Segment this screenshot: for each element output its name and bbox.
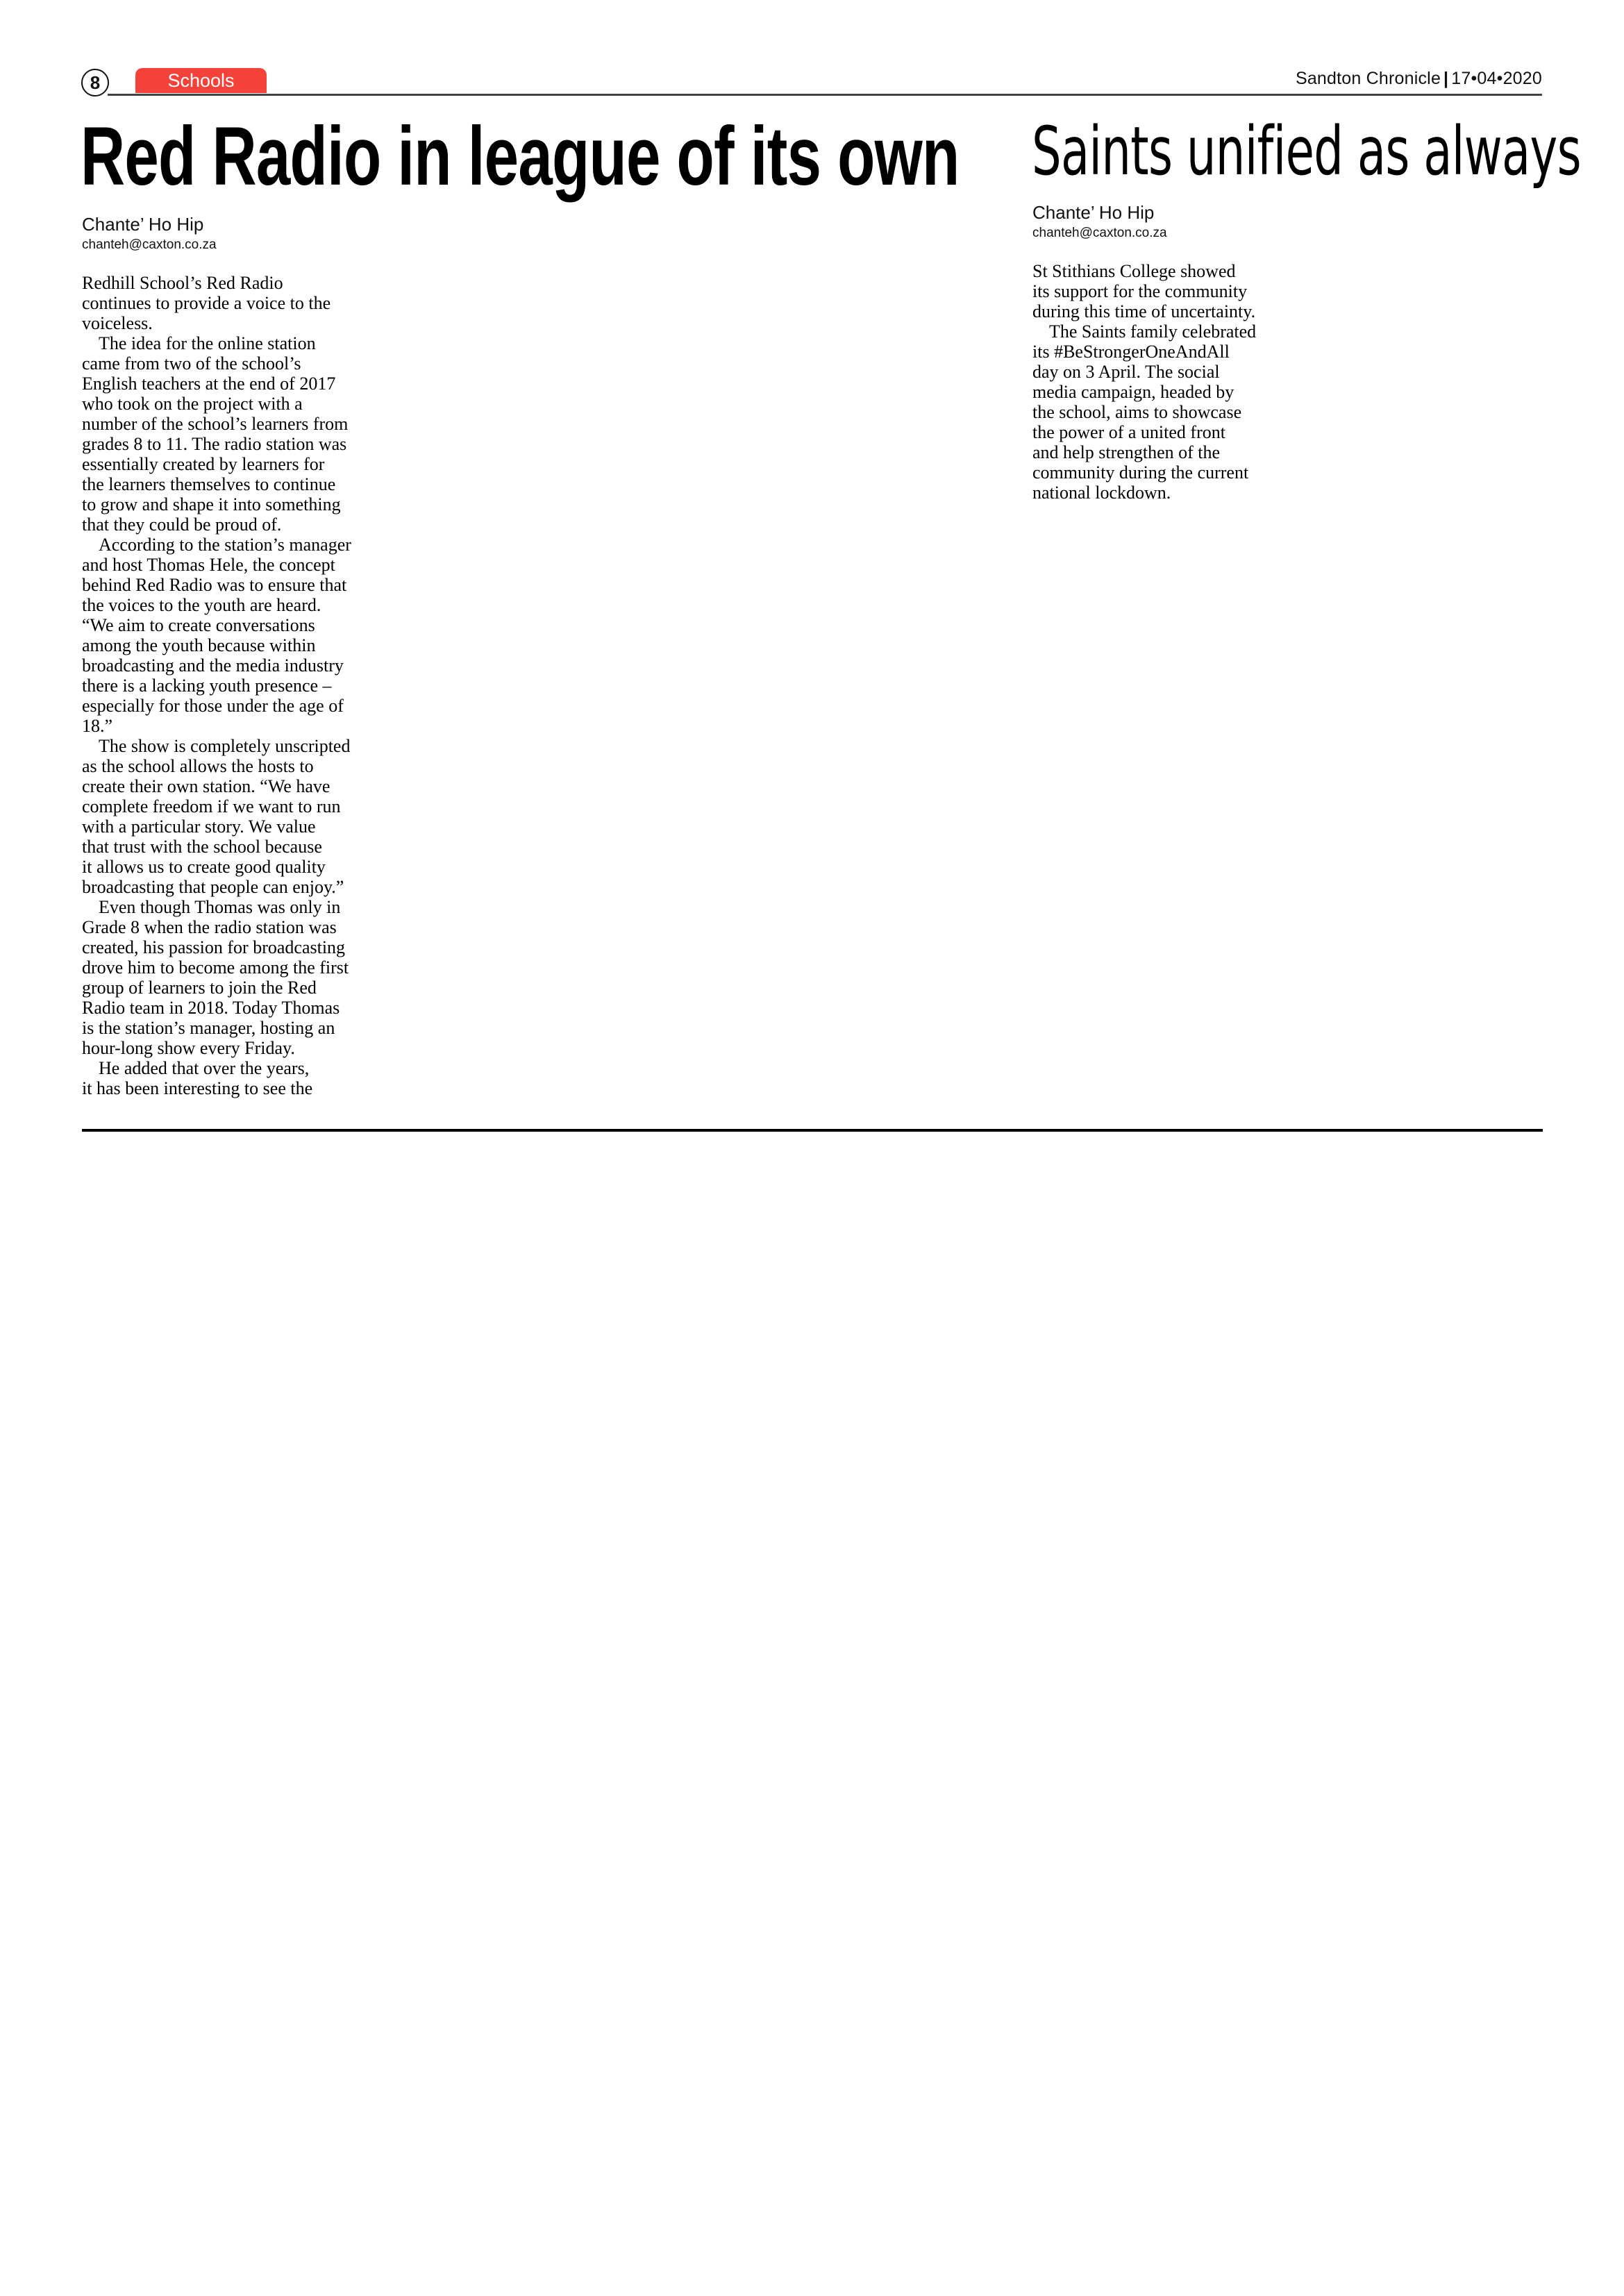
text-line: The show is completely unscripted (99, 736, 351, 756)
text-line: to grow and shape it into something (82, 494, 341, 514)
text-line: St Stithians College showed (1032, 261, 1236, 281)
article-paragraph (82, 333, 374, 535)
text-line: is the station’s manager, hosting an (82, 1018, 335, 1038)
text-line: 18.” (82, 716, 113, 736)
text-line: national lockdown. (1032, 483, 1171, 503)
header-divider (108, 94, 1542, 96)
article-body (82, 273, 374, 1098)
text-line: grades 8 to 11. The radio station was (82, 434, 347, 454)
text-line: Grade 8 when the radio station was (82, 917, 337, 937)
issue-date: 17•04•2020 (1451, 69, 1542, 88)
text-line: there is a lacking youth presence – (82, 676, 332, 696)
text-line: complete freedom if we want to run (82, 796, 341, 816)
text-line: and host Thomas Hele, the concept (82, 555, 335, 575)
text-line: He added that over the years, (99, 1058, 310, 1078)
text-line: it allows us to create good quality (82, 857, 326, 877)
text-line: Redhill School’s Red Radio (82, 273, 283, 293)
text-line: drove him to become among the first (82, 957, 349, 978)
text-line: the learners themselves to continue (82, 474, 336, 494)
article-paragraph (1032, 321, 1282, 503)
text-line: Even though Thomas was only in (99, 897, 341, 917)
article-paragraph (82, 535, 374, 736)
text-line: behind Red Radio was to ensure that (82, 575, 347, 595)
article-body (1032, 261, 1282, 503)
text-line: its #BeStrongerOneAndAll (1032, 342, 1230, 362)
masthead-separator: | (1443, 69, 1449, 88)
text-line: group of learners to join the Red (82, 978, 317, 998)
text-line: According to the station’s manager (99, 535, 351, 555)
text-line: day on 3 April. The social (1032, 362, 1220, 382)
text-line: that trust with the school because (82, 837, 322, 857)
text-line: especially for those under the age of (82, 696, 344, 716)
text-line: came from two of the school’s (82, 353, 301, 374)
article-author-email: chanteh@caxton.co.za (1032, 226, 1167, 240)
text-line: created, his passion for broadcasting (82, 937, 346, 957)
text-line: English teachers at the end of 2017 (82, 374, 336, 394)
text-line: voiceless. (82, 313, 153, 333)
text-line: create their own station. “We have (82, 776, 330, 796)
text-line: broadcasting and the media industry (82, 655, 344, 676)
text-line: The idea for the online station (99, 333, 316, 353)
page-number-badge: 8 (81, 69, 109, 97)
text-line: it has been interesting to see the (82, 1078, 313, 1098)
article-author: Chante’ Ho Hip (82, 214, 204, 235)
text-line: media campaign, headed by (1032, 382, 1234, 402)
bottom-divider (82, 1129, 1543, 1132)
text-line: Radio team in 2018. Today Thomas (82, 998, 340, 1018)
article-paragraph (82, 1058, 374, 1098)
text-line: number of the school’s learners from (82, 414, 349, 434)
text-line: who took on the project with a (82, 394, 303, 414)
text-line: among the youth because within (82, 635, 316, 655)
text-line: and help strengthen of the (1032, 442, 1221, 462)
text-line: with a particular story. We value (82, 816, 316, 837)
article-paragraph (1032, 261, 1282, 321)
article-headline: Saints unified as always (1032, 112, 1581, 190)
text-line: The Saints family celebrated (1049, 321, 1257, 342)
text-line: that they could be proud of. (82, 514, 282, 535)
article-paragraph (82, 273, 374, 333)
text-line: the school, aims to showcase (1032, 402, 1242, 422)
text-line: “We aim to create conversations (82, 615, 315, 635)
text-line: during this time of uncertainty. (1032, 301, 1256, 321)
text-line: its support for the community (1032, 281, 1248, 301)
text-line: hour-long show every Friday. (82, 1038, 295, 1058)
text-line: the power of a united front (1032, 422, 1225, 442)
article-headline: Red Radio in league of its own (81, 110, 960, 203)
section-tab-schools: Schools (135, 68, 267, 93)
text-line: as the school allows the hosts to (82, 756, 314, 776)
text-line: community during the current (1032, 462, 1249, 483)
article-paragraph (82, 736, 374, 897)
text-line: continues to provide a voice to the (82, 293, 331, 313)
article-author: Chante’ Ho Hip (1032, 202, 1155, 223)
article-author-email: chanteh@caxton.co.za (82, 237, 217, 252)
text-line: the voices to the youth are heard. (82, 595, 321, 615)
article-paragraph (82, 897, 374, 1058)
masthead (1296, 69, 1542, 89)
text-line: broadcasting that people can enjoy.” (82, 877, 344, 897)
text-line: essentially created by learners for (82, 454, 325, 474)
publication-name: Sandton Chronicle (1295, 69, 1441, 88)
